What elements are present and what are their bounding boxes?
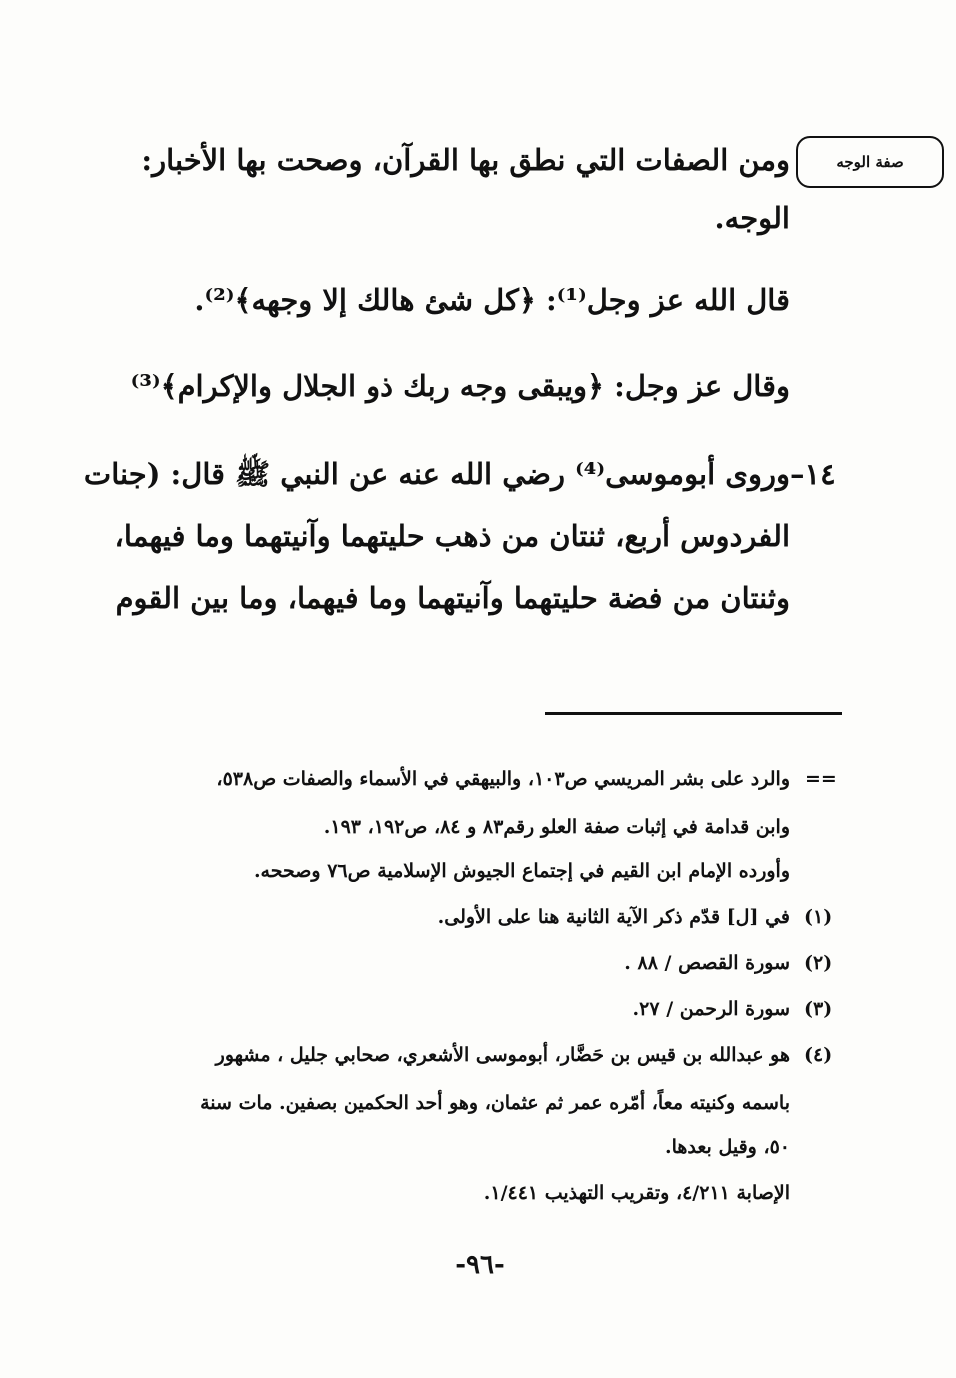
footnote-4-marker: (٤)	[804, 1044, 833, 1066]
footnote-1-marker: (١)	[804, 906, 833, 928]
item-number: ١٤–	[790, 457, 836, 491]
footnote-3-text: سورة الرحمن / ٢٧.	[632, 998, 790, 1020]
main-text	[83, 0, 790, 660]
footnote-4-line-3: ٥٠، وقيل بعدها.	[664, 1136, 790, 1158]
footnote-2-text: سورة القصص / ٨٨ .	[624, 952, 790, 974]
body-line-1: ومن الصفات التي نطق بها القرآن، وصحت بها الأخبار:	[141, 143, 790, 177]
body-line-7: وثنتان من فضة حليتهما وآنيتهما وما فيهما، وما بين القوم	[115, 581, 790, 615]
footnote-3-marker: (٣)	[804, 998, 833, 1020]
margin-topic-label: صفة الوجه	[796, 136, 944, 188]
footnote-separator	[545, 712, 842, 715]
body-line-2: الوجه.	[714, 201, 790, 235]
footnote-4-line-4: الإصابة ٤/٢١١، وتقريب التهذيب ١/٤٤١.	[483, 1182, 790, 1204]
footnote-4-line-2: باسمه وكنيته معاً، أمّره عمر ثم عثمان، وهو أحد الحكمين بصفين. مات سنة	[200, 1092, 790, 1114]
page-number: -٩٦-	[455, 1250, 505, 1280]
body-line-6: الفردوس أربع، ثنتان من ذهب حليتهما وآنيتهما وما فيهما،	[114, 519, 790, 553]
footnote-2-marker: (٢)	[804, 952, 833, 974]
footnote-continuation-line-1: والرد على بشر المريسي ص١٠٣، والبيهقي في الأسماء والصفات ص٥٣٨،	[216, 768, 790, 790]
footnote-4-line-1: هو عبدالله بن قيس بن حَضَّار، أبوموسى الأشعري، صحابي جليل ، مشهور	[215, 1044, 790, 1066]
body-line-5: وروى أبوموسى⁽⁴⁾ رضي الله عنه عن النبي ﷺ قال: (جنات	[83, 457, 790, 491]
footnote-continuation-line-2: وابن قدامة في إثبات صفة العلو رقم٨٣ و ٨٤، ص١٩٢، ١٩٣.	[323, 816, 790, 838]
footnote-1-text: في [ل] قدّم ذكر الآية الثانية هنا على الأولى.	[437, 906, 790, 928]
footnote-continuation-line-3: وأورده الإمام ابن القيم في إجتماع الجيوش الإسلامية ص٧٦ وصححه.	[253, 860, 790, 882]
body-line-3: قال الله عز وجل⁽¹⁾: ﴿كل شئ هالك إلا وجهه﴾⁽²⁾.	[194, 283, 790, 317]
footnote-continuation-mark: ==	[805, 768, 837, 790]
body-line-4: وقال عز وجل: ﴿ويبقى وجه ربك ذو الجلال والإكرام﴾⁽³⁾	[130, 369, 790, 403]
